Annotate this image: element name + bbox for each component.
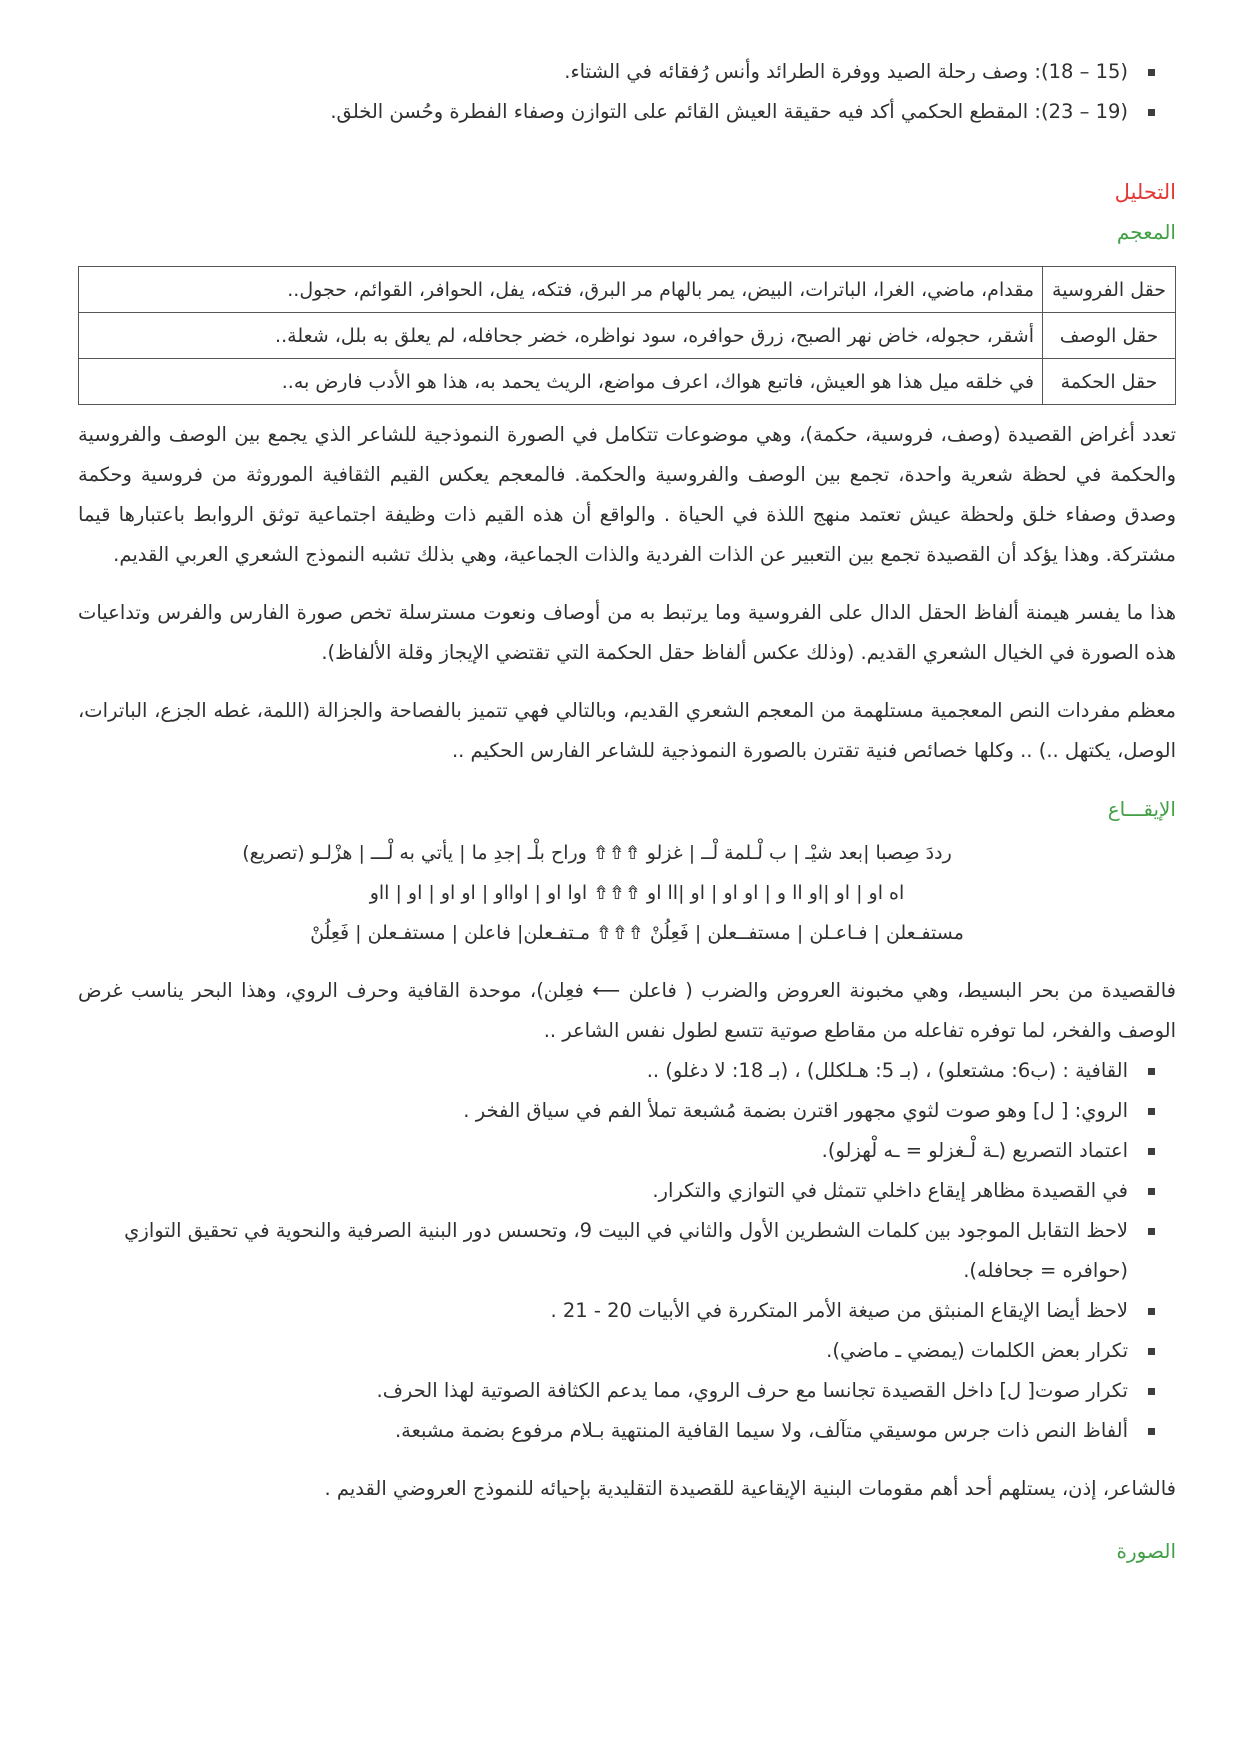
intro-bullet-list <box>78 52 1176 132</box>
list-item: (19 – 23): المقطع الحكمي أكد فيه حقيقة العيش القائم على التوازن وصفاء الفطرة وحُسن الخلق. <box>78 92 1128 132</box>
table-cell-field: حقل الحكمة <box>1043 359 1176 405</box>
meter-line-verse: رددَ صِصبا |بعد شيْـ | ب لْـلمة لْــ | غزلو ⇮⇮⇮ وراح بلْـ |جدِ ما | يأتي به لْـــ | هزْلـو (تصريع) <box>242 842 952 864</box>
paragraph-conclusion: فالشاعر، إذن، يستلهم أحد أهم مقومات البنية الإيقاعية للقصيدة التقليدية بإحيائه للنموذج العروضي القديم . <box>324 1477 1176 1500</box>
list-item: تكرار بعض الكلمات (يمضي ـ ماضي). <box>78 1331 1128 1371</box>
list-item: في القصيدة مظاهر إيقاع داخلي تتمثل في التوازي والتكرار. <box>78 1171 1128 1211</box>
table-cell-words: في خلقه ميل هذا هو العيش، فاتبع هواك، اعرف مواضع، الريث يحمد به، هذا هو الأدب فارض به.. <box>79 359 1043 405</box>
list-item: ألفاظ النص ذات جرس موسيقي متآلف، ولا سيما القافية المنتهية بـلام مرفوع بضمة مشبعة. <box>78 1411 1128 1451</box>
table-cell-field: حقل الوصف <box>1043 313 1176 359</box>
table-row <box>79 267 1176 313</box>
list-item: تكرار صوت[ ل] داخل القصيدة تجانسا مع حرف الروي، مما يدعم الكثافة الصوتية لهذا الحرف. <box>78 1371 1128 1411</box>
paragraph-themes: تعدد أغراض القصيدة (وصف، فروسية، حكمة)، وهي موضوعات تتكامل في الصورة النموذجية للشاعر الذي يجمع بين الوصف والفروسية والحكمة في لحظة شعرية واحدة، تجمع بين الوصف والفروسية والحكمة. فالمعجم يعكس القيم الثقافية الموروثة من فروسية وحكمة وصدق وصفاء خلق ولحظة عيش تعتمد منهج اللذة في الحياة . والواقع أن هذه القيم ذات وظيفة اجتماعية توثق الروابط باعتبارها قيما مشتركة. وهذا يؤكد أن القصيدة تجمع بين التعبير عن الذات الفردية والذات الجماعية، وهي بذلك تشبه النموذج الشعري العربي القديم. <box>78 423 1176 566</box>
rhythm-heading: الإيقـــاع <box>1107 797 1176 821</box>
paragraph-chivalry-dominance: هذا ما يفسر هيمنة ألفاظ الحقل الدال على الفروسية وما يرتبط به من أوصاف ونعوت مسترسلة تخص صورة الفارس والفرس وتداعيات هذه الصورة في الخيال الشعري القديم. (وذلك عكس ألفاظ حقل الحكمة التي تقتضي الإيجاز وقلة الألفاظ). <box>78 601 1176 664</box>
document-content <box>78 52 1176 1571</box>
list-item: لاحظ التقابل الموجود بين كلمات الشطرين الأول والثاني في البيت 9، وتحسس دور البنية الصرفية والنحوية في تحقيق التوازي (حوافره = جحافله). <box>78 1211 1128 1291</box>
lexicon-heading: المعجم <box>1116 220 1176 244</box>
table-row <box>79 359 1176 405</box>
list-item: لاحظ أيضا الإيقاع المنبثق من صيغة الأمر المتكررة في الأبيات 20 - 21 . <box>78 1291 1128 1331</box>
meter-scansion <box>78 833 1176 953</box>
table-row <box>79 313 1176 359</box>
paragraph-meter: فالقصيدة من بحر البسيط، وهي مخبونة العروض والضرب ( فاعلن ⟵ فعِلن)، موحدة القافية وحرف الروي، وهذا البحر يناسب غرض الوصف والفخر، لما توفره تفاعله من مقاطع صوتية تتسع لطول نفس الشاعر .. <box>78 979 1176 1042</box>
meter-line-symbols: اه او | او |او اا و | او او | او |اا او ⇮⇮⇮ اوا او | اوااو | او او | او | ااو <box>369 882 905 904</box>
rhythm-bullet-list <box>78 1051 1176 1451</box>
list-item: اعتماد التصريع (ـة لْـغزلو = ـه لْهزلو). <box>78 1131 1128 1171</box>
image-heading: الصورة <box>1116 1539 1176 1563</box>
table-cell-words: أشقر، حجوله، خاض نهر الصبح، زرق حوافره، سود نواظره، خضر جحافله، لم يعلق به بلل، شعلة.. <box>79 313 1043 359</box>
table-cell-field: حقل الفروسية <box>1043 267 1176 313</box>
paragraph-vocabulary: معظم مفردات النص المعجمية مستلهمة من المعجم الشعري القديم، وبالتالي فهي تتميز بالفصاحة والجزالة (اللمة، غطه الجزع، الباترات، الوصل، يكتهل ..) .. وكلها خصائص فنية تقترن بالصورة النموذجية للشاعر الفارس الحكيم .. <box>78 699 1176 762</box>
meter-line-feet: مستفـعلن | فـاعـلن | مستفــعلن | فَعِلُنْ ⇮⇮⇮ مـتفـعلن| فاعلن | مستفـعلن | فَعِلُنْ <box>310 922 964 944</box>
lexicon-table <box>78 266 1176 405</box>
list-item: القافية : (ب6: مشتعلو) ، (بـ 5: هـلكلل) ، (بـ 18: لا دغلو) .. <box>78 1051 1128 1091</box>
list-item: الروي: [ ل] وهو صوت لثوي مجهور اقترن بضمة مُشبعة تملأ الفم في سياق الفخر . <box>78 1091 1128 1131</box>
list-item: (15 – 18): وصف رحلة الصيد ووفرة الطرائد وأنس رُفقائه في الشتاء. <box>78 52 1128 92</box>
table-cell-words: مقدام، ماضي، الغرا، الباترات، البيض، يمر بالهام مر البرق، فتكه، يفل، الحوافر، القوائم، حجول.. <box>79 267 1043 313</box>
analysis-heading: التحليل <box>1114 180 1176 204</box>
